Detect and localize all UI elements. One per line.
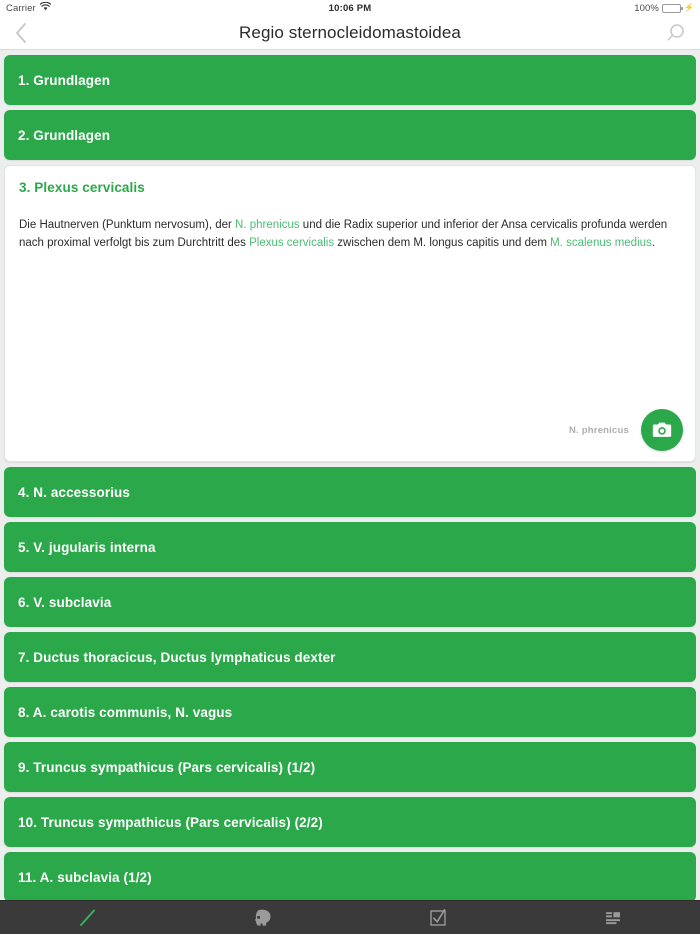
text-segment: zwischen dem M. longus capitis und dem (334, 236, 551, 249)
list-item[interactable] (4, 110, 696, 160)
tab-dissection[interactable] (0, 901, 175, 934)
list-item[interactable] (4, 522, 696, 572)
checkbox-checked-icon (426, 907, 450, 929)
list-item-label: 5. V. jugularis interna (18, 539, 156, 555)
list-item-label: 9. Truncus sympathicus (Pars cervicalis) (1/2) (18, 759, 316, 775)
text-segment: Die Hautnerven (Punktum nervosum), der (19, 219, 236, 231)
expanded-list-item[interactable] (4, 165, 696, 462)
carrier-label: Carrier (6, 2, 36, 14)
anatomy-link-n-phrenicus[interactable]: N. phrenicus (235, 219, 300, 231)
list-item[interactable] (4, 577, 696, 627)
status-bar (0, 0, 700, 16)
wifi-icon (40, 2, 51, 14)
anatomy-link-plexus-cervicalis[interactable]: Plexus cervicalis (249, 236, 335, 249)
tab-bar (0, 900, 700, 934)
status-bar-clock: 10:06 PM (328, 2, 372, 14)
text-segment: . (651, 236, 655, 249)
card-footer (569, 409, 683, 451)
camera-icon (651, 419, 673, 441)
tab-reference[interactable] (525, 901, 700, 934)
list-item[interactable] (4, 797, 696, 847)
battery-percentage: 100% (634, 2, 659, 14)
list-item[interactable] (4, 55, 696, 105)
list-item-label: 11. A. subclavia (1/2) (18, 869, 152, 885)
expanded-item-title: 3. Plexus cervicalis (19, 180, 145, 195)
list-item[interactable] (4, 852, 696, 900)
list-item[interactable] (4, 687, 696, 737)
list-item-label: 2. Grundlagen (18, 127, 111, 143)
skull-icon (250, 907, 276, 929)
chevron-left-icon (14, 22, 27, 44)
text-segment: und die Radix superior und inferior der Ansa cervicalis profunda werden nach proximal verfolgt bis zum Durchtritt des (19, 219, 668, 249)
scalpel-icon (75, 907, 101, 929)
list-item-label: 10. Truncus sympathicus (Pars cervicalis) (2/2) (18, 814, 323, 830)
plug-icon: ⚡ (683, 3, 695, 12)
list-item[interactable] (4, 467, 696, 517)
article-list-icon (601, 907, 625, 929)
list-item[interactable] (4, 632, 696, 682)
back-button[interactable] (14, 20, 40, 46)
search-icon (666, 23, 686, 43)
list-item-label: 8. A. carotis communis, N. vagus (18, 704, 233, 720)
list-item-label: 6. V. subclavia (18, 594, 112, 610)
anatomy-link-m-scalenus-medius[interactable]: M. scalenus medius (550, 236, 652, 249)
search-button[interactable] (660, 20, 686, 46)
list-item[interactable] (4, 742, 696, 792)
list-item-label: 7. Ductus thoracicus, Ductus lymphaticus dexter (18, 649, 336, 665)
list-item-label: 1. Grundlagen (18, 72, 111, 88)
image-caption: N. phrenicus (569, 424, 629, 436)
list-item-label: 4. N. accessorius (18, 484, 131, 500)
battery-full-icon (662, 4, 681, 13)
tab-anatomy[interactable] (175, 901, 350, 934)
tab-checklist[interactable] (350, 901, 525, 934)
camera-button[interactable] (641, 409, 683, 451)
page-title: Regio sternocleidomastoidea (239, 22, 461, 42)
status-bar-right (371, 3, 694, 14)
chapter-list[interactable] (0, 50, 700, 900)
status-bar-left (6, 2, 329, 14)
navigation-bar (0, 16, 700, 50)
